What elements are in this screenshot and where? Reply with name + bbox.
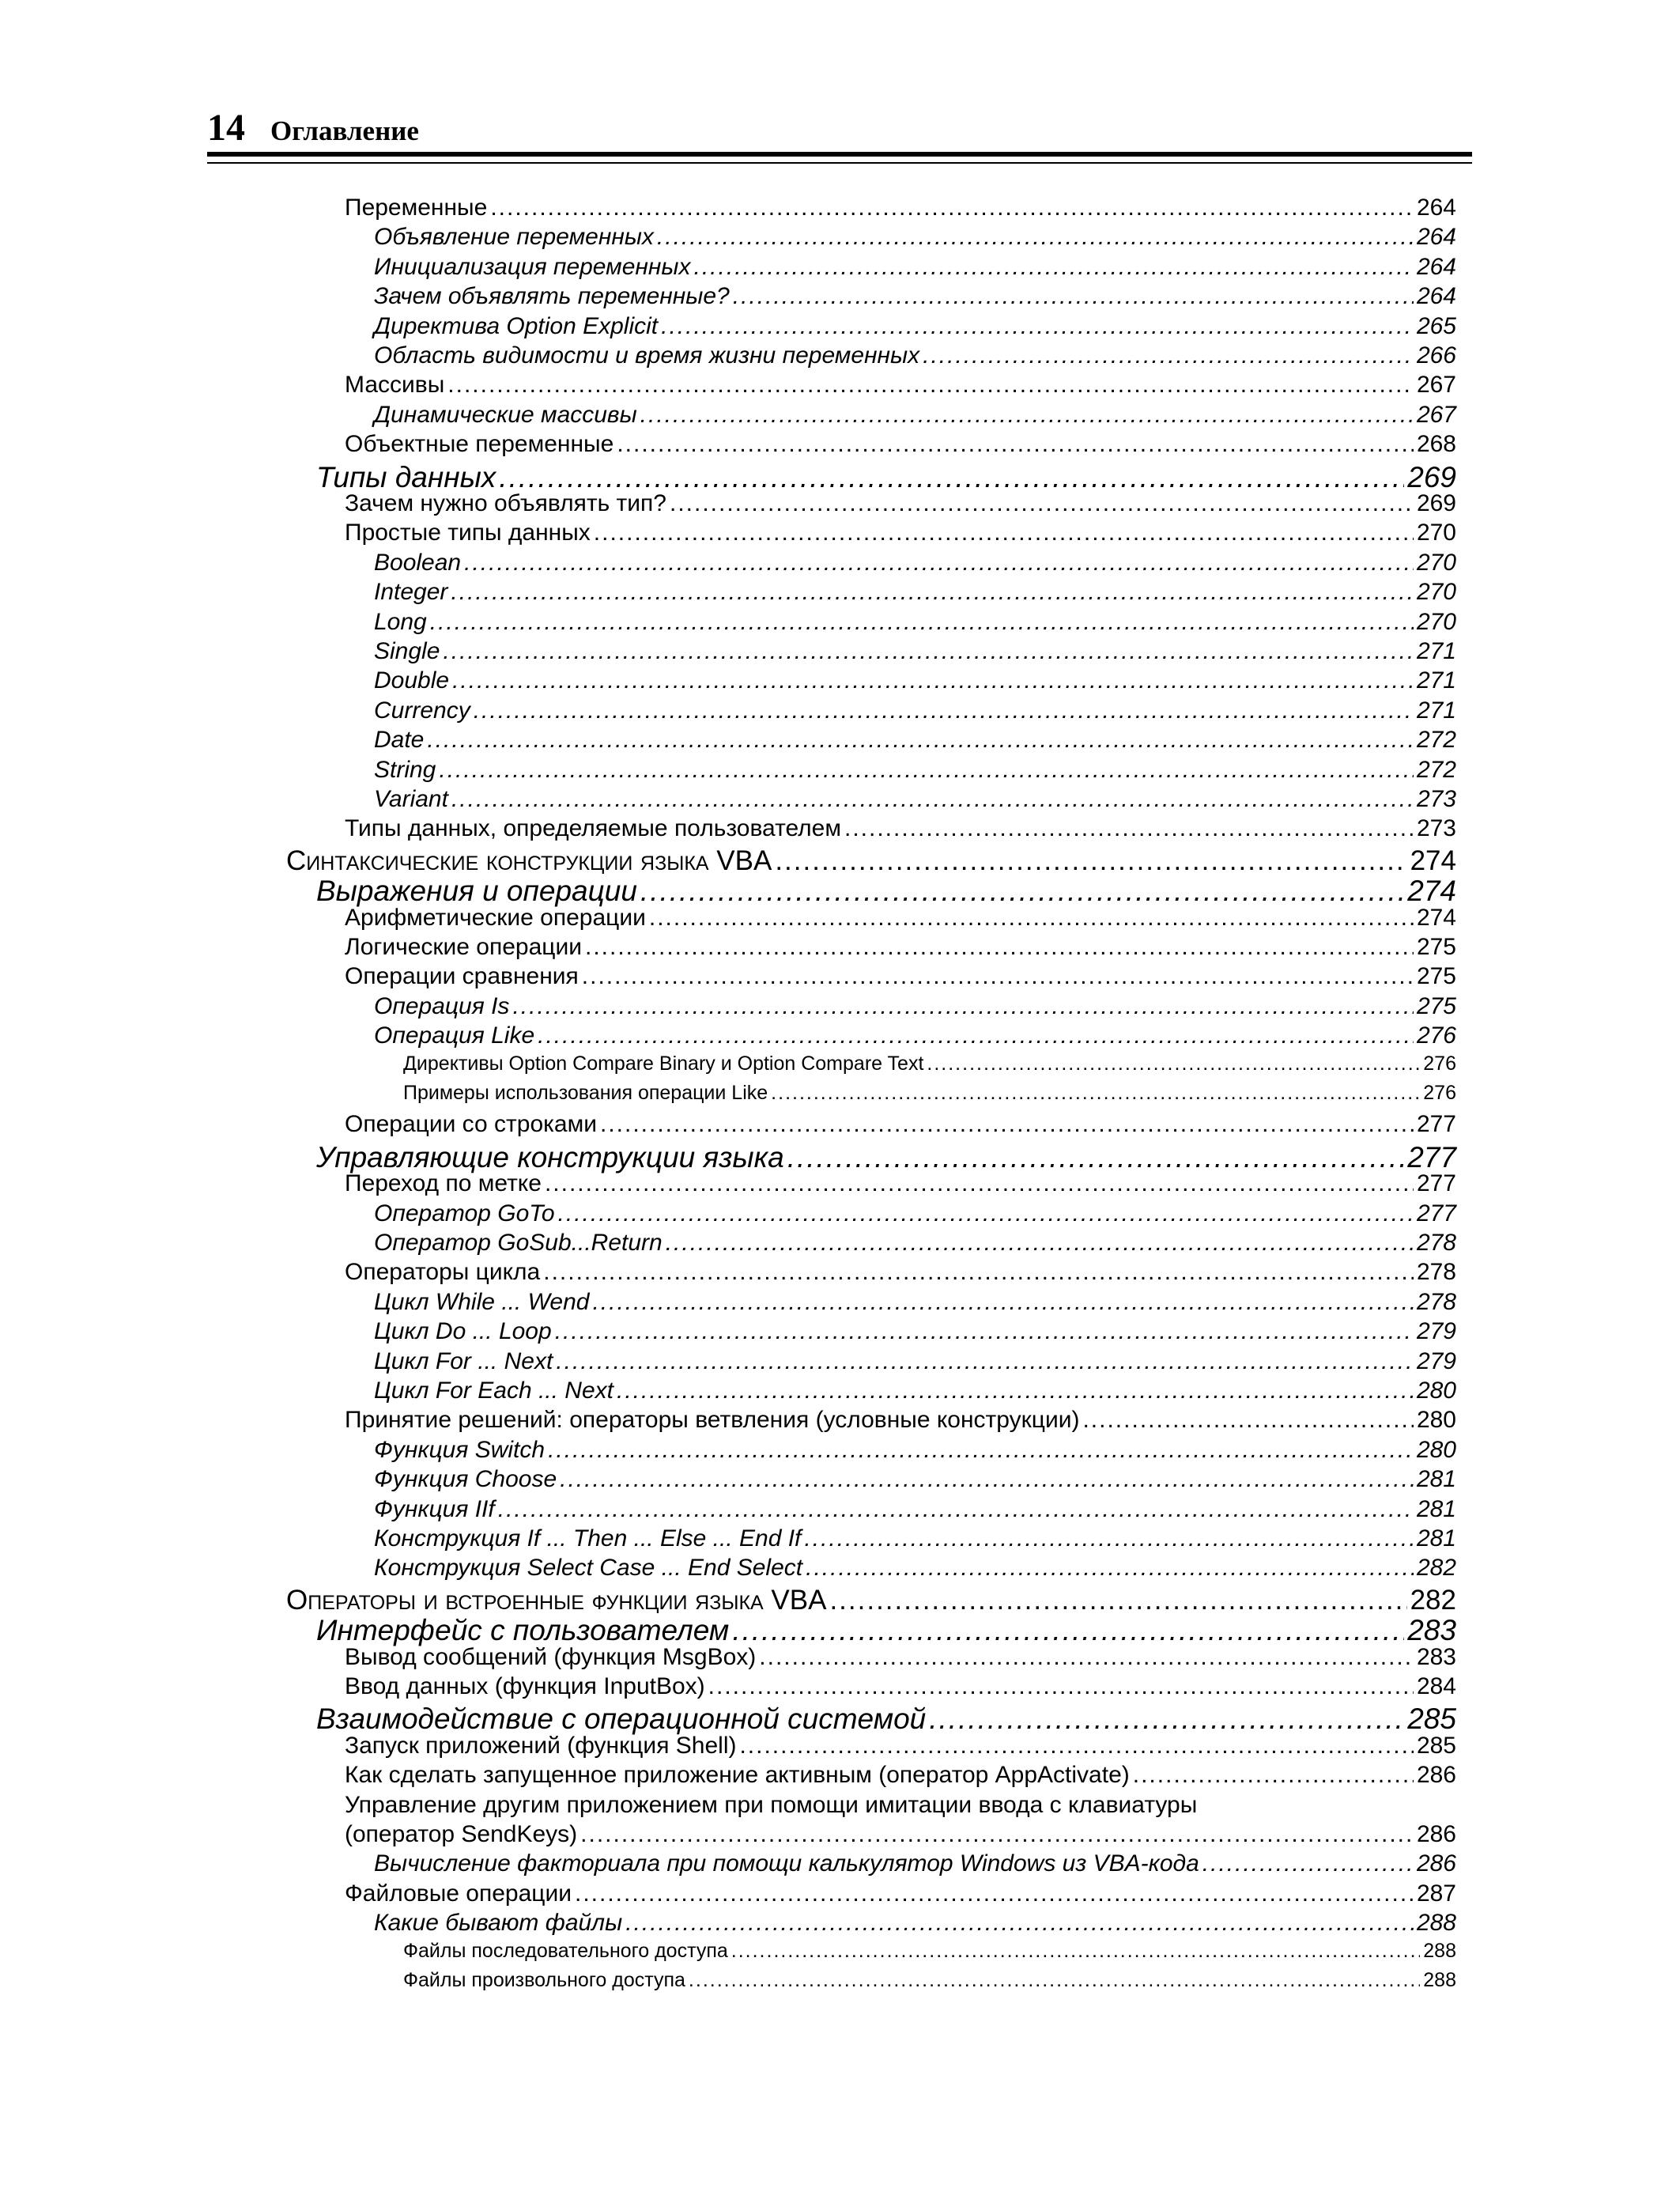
dot-leader xyxy=(733,283,1414,310)
dot-leader xyxy=(498,1496,1414,1523)
header-rule-thick xyxy=(207,152,1472,157)
toc-entry-title: Цикл Do ... Loop xyxy=(374,1318,552,1344)
toc-entry-page: 270 xyxy=(1416,520,1456,546)
toc-entry xyxy=(345,1673,1456,1700)
dot-leader xyxy=(617,431,1414,458)
toc-entry-title: Переход по метке xyxy=(345,1170,542,1196)
toc-entry xyxy=(374,1555,1456,1582)
toc-entry-title: Ввод данных (функция InputBox) xyxy=(345,1673,705,1699)
toc-entry-page: 277 xyxy=(1416,1200,1456,1226)
toc-entry-title: Выражения и операции xyxy=(316,875,637,907)
toc-entry xyxy=(374,1850,1456,1877)
dot-leader xyxy=(594,520,1414,546)
toc-entry xyxy=(374,667,1456,694)
toc-entry xyxy=(374,757,1456,784)
toc-entry-title: Цикл While ... Wend xyxy=(374,1289,590,1315)
page-header xyxy=(207,109,1472,157)
toc-entry-page: 273 xyxy=(1416,786,1456,812)
toc-entry xyxy=(374,638,1456,665)
dot-leader xyxy=(640,875,1404,908)
toc-entry-title: Типы данных, определяемые пользователем xyxy=(345,815,841,841)
toc-entry-title: Операции со строками xyxy=(345,1111,597,1137)
toc-entry xyxy=(345,372,1456,399)
dot-leader xyxy=(617,1378,1414,1404)
toc-entry-page: 281 xyxy=(1416,1496,1456,1522)
toc-entry xyxy=(316,461,1456,494)
toc-entry-page: 280 xyxy=(1416,1407,1456,1433)
toc-entry-page: 280 xyxy=(1416,1437,1456,1463)
toc-entry xyxy=(374,579,1456,606)
toc-entry-title: Операторы цикла xyxy=(345,1259,541,1285)
dot-leader xyxy=(490,195,1414,221)
toc-entry xyxy=(345,963,1456,990)
toc-entry-title: Динамические массивы xyxy=(374,402,637,428)
toc-entry-page: 281 xyxy=(1416,1525,1456,1551)
dot-leader xyxy=(625,1910,1414,1937)
toc-entry-title: Типы данных xyxy=(316,461,496,493)
toc-entry xyxy=(403,1969,1456,1992)
toc-entry-title: Currency xyxy=(374,697,470,724)
toc-entry-page: 284 xyxy=(1416,1673,1456,1699)
dot-leader xyxy=(560,1466,1414,1493)
toc-entry xyxy=(403,1940,1456,1963)
dot-leader xyxy=(775,845,1406,877)
dot-leader xyxy=(732,1614,1404,1647)
dot-leader xyxy=(543,1259,1414,1286)
toc-entry-title: Интерфейс с пользователем xyxy=(316,1614,730,1646)
toc-entry-page: 285 xyxy=(1416,1733,1456,1759)
dot-leader xyxy=(580,1821,1414,1848)
toc-entry-title: Файлы произвольного доступа xyxy=(403,1969,685,1991)
toc-entry xyxy=(374,1437,1456,1464)
toc-entry xyxy=(374,1496,1456,1523)
dot-leader xyxy=(558,1200,1414,1227)
dot-leader xyxy=(670,490,1414,517)
toc-entry-title: Объявление переменных xyxy=(374,224,654,250)
toc-entry-title: Функция Switch xyxy=(374,1437,546,1463)
toc-entry-page: 264 xyxy=(1416,195,1456,221)
toc-entry-page: 269 xyxy=(1416,490,1456,516)
toc-entry xyxy=(374,254,1456,281)
toc-entry xyxy=(374,786,1456,813)
toc-entry-title: Функция IIf xyxy=(374,1496,495,1522)
toc-entry xyxy=(374,1378,1456,1404)
toc-entry-title: Double xyxy=(374,667,450,694)
toc-entry-page: 264 xyxy=(1416,224,1456,250)
toc-entry-page: 288 xyxy=(1416,1910,1456,1936)
toc-entry-title: Инициализация переменных xyxy=(374,254,691,280)
header-rule-thin xyxy=(207,162,1472,164)
toc-entry-title: Синтаксические конструкции языка VBA xyxy=(286,845,772,876)
toc-entry-title: Запуск приложений (функция Shell) xyxy=(345,1733,737,1759)
dot-leader xyxy=(474,697,1414,724)
toc-entry-page: 275 xyxy=(1416,963,1456,989)
toc-entry xyxy=(345,195,1456,221)
toc-entry xyxy=(374,993,1456,1020)
toc-entry-page: 276 xyxy=(1423,1082,1456,1104)
toc-entry-title: Операция Like xyxy=(374,1022,535,1049)
toc-entry-page: 287 xyxy=(1416,1880,1456,1907)
toc-entry-title: Variant xyxy=(374,786,448,812)
toc-entry xyxy=(374,1910,1456,1937)
page-number: 14 xyxy=(207,107,245,149)
toc-entry-page: 281 xyxy=(1416,1466,1456,1492)
toc-entry-title: Файлы последовательного доступа xyxy=(403,1940,728,1962)
toc-entry xyxy=(286,1585,1456,1616)
toc-entry-title: Операторы и встроенные функции языка VBA xyxy=(286,1585,827,1616)
dot-leader xyxy=(582,963,1414,990)
toc-entry-page: 288 xyxy=(1423,1940,1456,1962)
toc-entry-page: 272 xyxy=(1416,757,1456,783)
dot-leader xyxy=(1133,1762,1414,1789)
dot-leader xyxy=(661,313,1414,340)
toc-entry xyxy=(345,1644,1456,1671)
dot-leader xyxy=(787,1141,1405,1174)
dot-leader xyxy=(464,550,1414,576)
toc-entry-title: Принятие решений: операторы ветвления (условные конструкции) xyxy=(345,1407,1080,1433)
toc-entry-page: 264 xyxy=(1416,254,1456,280)
toc-entry-title: Взаимодействие с операционной системой xyxy=(316,1703,927,1735)
toc-entry-title: Массивы xyxy=(345,372,445,398)
toc-entry-page: 282 xyxy=(1416,1555,1456,1581)
dot-leader xyxy=(1082,1407,1413,1434)
toc-entry xyxy=(345,1733,1456,1759)
toc-entry-title: Вычисление факториала при помощи калькулятор Windows из VBA-кода xyxy=(374,1850,1199,1877)
toc-entry xyxy=(286,845,1456,877)
dot-leader xyxy=(640,402,1414,429)
dot-leader xyxy=(923,342,1414,369)
toc-entry-title: Single xyxy=(374,638,440,664)
toc-entry xyxy=(345,934,1456,961)
toc-entry-page: 275 xyxy=(1416,993,1456,1019)
toc-entry xyxy=(374,1289,1456,1316)
dot-leader xyxy=(649,905,1414,932)
dot-leader xyxy=(844,815,1414,842)
toc-entry-title: Область видимости и время жизни переменных xyxy=(374,342,920,368)
dot-leader xyxy=(592,1289,1414,1316)
toc-entry xyxy=(374,1022,1456,1049)
toc-entry-title: Простые типы данных xyxy=(345,520,591,546)
toc-entry-page: 277 xyxy=(1416,1111,1456,1137)
toc-entry-title: Конструкция Select Case ... End Select xyxy=(374,1555,803,1581)
toc-entry-page: 285 xyxy=(1407,1703,1456,1735)
toc-entry xyxy=(345,905,1456,932)
toc-entry-title: Вывод сообщений (функция MsgBox) xyxy=(345,1644,757,1670)
dot-leader xyxy=(447,372,1414,399)
toc-entry xyxy=(316,1141,1456,1174)
toc-entry-page: 266 xyxy=(1416,342,1456,368)
toc-entry-title: Операция Is xyxy=(374,993,510,1019)
dot-leader xyxy=(451,786,1414,813)
toc-entry xyxy=(374,550,1456,576)
toc-entry-title: Директива Option Explicit xyxy=(374,313,659,339)
page-title: Оглавление xyxy=(270,115,419,146)
toc-entry-page: 273 xyxy=(1416,815,1456,841)
toc-entry-title: Переменные xyxy=(345,195,488,221)
toc-entry xyxy=(345,1259,1456,1286)
toc-entry-title: Цикл For ... Next xyxy=(374,1348,553,1374)
toc-entry-page: 272 xyxy=(1416,727,1456,753)
toc-entry-title: Конструкция If ... Then ... Else ... End If xyxy=(374,1525,802,1551)
dot-leader xyxy=(575,1880,1414,1907)
toc-entry-title: Boolean xyxy=(374,550,462,576)
toc-entry-title: Функция Choose xyxy=(374,1466,557,1492)
dot-leader xyxy=(555,1318,1414,1345)
dot-leader xyxy=(427,727,1414,754)
toc-entry-page: 276 xyxy=(1423,1053,1456,1075)
toc-entry-page: 276 xyxy=(1416,1022,1456,1049)
toc-entry-title: Date xyxy=(374,727,425,753)
dot-leader xyxy=(929,1703,1404,1736)
toc-entry xyxy=(374,1200,1456,1227)
dot-leader xyxy=(657,224,1414,251)
toc-entry xyxy=(374,224,1456,251)
toc-entry-page: 264 xyxy=(1416,283,1456,309)
dot-leader xyxy=(499,461,1404,494)
toc-entry-title: Как сделать запущенное приложение активным (оператор AppActivate) xyxy=(345,1762,1130,1788)
toc-entry xyxy=(403,1053,1456,1075)
dot-leader xyxy=(666,1230,1414,1257)
toc-entry-page: 274 xyxy=(1407,875,1456,907)
dot-leader xyxy=(451,579,1414,606)
toc-entry-page: 268 xyxy=(1416,431,1456,457)
dot-leader xyxy=(439,757,1414,784)
toc-entry xyxy=(374,727,1456,754)
toc-entry-title: (оператор SendKeys) xyxy=(345,1821,578,1847)
toc-entry-page: 271 xyxy=(1416,667,1456,694)
toc-entry-title: Зачем объявлять переменные? xyxy=(374,283,730,309)
toc-entry-title: Операции сравнения xyxy=(345,963,579,989)
toc-entry-title: Примеры использования операции Like xyxy=(403,1082,768,1104)
toc-entry-title: Арифметические операции xyxy=(345,905,646,931)
dot-leader xyxy=(538,1022,1414,1049)
dot-leader xyxy=(927,1053,1420,1075)
toc-entry-title: Управляющие конструкции языка xyxy=(316,1141,784,1174)
toc-entry-title: Какие бывают файлы xyxy=(374,1910,623,1936)
dot-leader xyxy=(430,609,1414,636)
dot-leader xyxy=(689,1969,1420,1992)
toc-entry xyxy=(374,697,1456,724)
toc-entry-title: String xyxy=(374,757,436,783)
toc-entry xyxy=(374,1318,1456,1345)
dot-leader xyxy=(1202,1850,1414,1877)
toc-entry-page: 265 xyxy=(1416,313,1456,339)
toc-entry-page: 275 xyxy=(1416,934,1456,960)
toc-entry-title: Директивы Option Compare Binary и Option Compare Text xyxy=(403,1053,924,1075)
toc-entry xyxy=(374,342,1456,369)
toc-entry-page: 279 xyxy=(1416,1348,1456,1374)
toc-entry-title: Файловые операции xyxy=(345,1880,572,1907)
toc-entry xyxy=(374,402,1456,429)
toc-entry-page: 270 xyxy=(1416,579,1456,605)
toc-entry-title: Long xyxy=(374,609,427,635)
toc-entry-page: 278 xyxy=(1416,1289,1456,1315)
toc-entry-page: 286 xyxy=(1416,1821,1456,1847)
toc-entry xyxy=(345,1821,1456,1848)
toc-entry-page: 277 xyxy=(1407,1141,1456,1174)
toc-entry xyxy=(374,1230,1456,1257)
toc-entry-page: 271 xyxy=(1416,697,1456,724)
toc-entry-page: 271 xyxy=(1416,638,1456,664)
toc-entry xyxy=(374,1525,1456,1552)
toc-entry-page: 267 xyxy=(1416,372,1456,398)
toc-entry xyxy=(316,875,1456,908)
toc-entry-page: 274 xyxy=(1416,905,1456,931)
toc-entry-page: 278 xyxy=(1416,1230,1456,1256)
toc-entry-page: 267 xyxy=(1416,402,1456,428)
dot-leader xyxy=(556,1348,1414,1375)
dot-leader xyxy=(585,934,1414,961)
toc-entry xyxy=(345,1792,1197,1819)
dot-leader xyxy=(806,1555,1414,1582)
dot-leader xyxy=(739,1733,1413,1759)
toc-entry xyxy=(345,815,1456,842)
toc-entry-page: 288 xyxy=(1423,1969,1456,1991)
toc-entry-title: Оператор GoSub...Return xyxy=(374,1230,663,1256)
toc-entry-page: 283 xyxy=(1407,1614,1456,1646)
dot-leader xyxy=(829,1585,1406,1616)
toc-entry xyxy=(345,490,1456,517)
dot-leader xyxy=(759,1644,1414,1671)
toc-entry-title: Integer xyxy=(374,579,448,605)
toc-entry-title: Оператор GoTo xyxy=(374,1200,555,1226)
toc-entry-page: 286 xyxy=(1416,1850,1456,1877)
toc-entry-page: 280 xyxy=(1416,1378,1456,1404)
toc-entry-page: 278 xyxy=(1416,1259,1456,1285)
dot-leader xyxy=(548,1437,1414,1464)
dot-leader xyxy=(600,1111,1414,1138)
toc-entry-page: 279 xyxy=(1416,1318,1456,1344)
toc-entry-page: 269 xyxy=(1407,461,1456,493)
toc-entry-page: 270 xyxy=(1416,550,1456,576)
toc-entry xyxy=(345,1407,1456,1434)
toc-entry xyxy=(374,1466,1456,1493)
toc-entry xyxy=(374,609,1456,636)
toc-entry xyxy=(345,1170,1456,1197)
toc-entry-title: Зачем нужно объявлять тип? xyxy=(345,490,666,516)
dot-leader xyxy=(545,1170,1414,1197)
toc-entry-page: 274 xyxy=(1410,845,1456,876)
toc-entry xyxy=(374,283,1456,310)
toc-entry-page: 283 xyxy=(1416,1644,1456,1670)
toc-entry-page: 270 xyxy=(1416,609,1456,635)
dot-leader xyxy=(452,667,1414,694)
toc-entry xyxy=(403,1082,1456,1105)
dot-leader xyxy=(804,1525,1414,1552)
toc-entry xyxy=(345,1880,1456,1907)
toc-entry-title: Цикл For Each ... Next xyxy=(374,1378,613,1404)
toc-entry xyxy=(374,313,1456,340)
dot-leader xyxy=(731,1940,1421,1963)
toc-entry xyxy=(374,1348,1456,1375)
toc-entry xyxy=(345,1762,1456,1789)
toc-entry xyxy=(345,431,1456,458)
toc-entry xyxy=(345,1111,1456,1138)
toc-entry-page: 282 xyxy=(1410,1585,1456,1616)
toc-entry xyxy=(316,1703,1456,1736)
toc-entry-page: 277 xyxy=(1416,1170,1456,1196)
toc-entry-title: Логические операции xyxy=(345,934,582,960)
dot-leader xyxy=(443,638,1414,665)
toc-entry xyxy=(345,520,1456,546)
toc-entry-page: 286 xyxy=(1416,1762,1456,1788)
dot-leader xyxy=(512,993,1414,1020)
toc-entry-title: Управление другим приложением при помощи имитации ввода с клавиатуры xyxy=(345,1792,1198,1818)
dot-leader xyxy=(771,1082,1420,1105)
toc-entry-title: Объектные переменные xyxy=(345,431,614,457)
dot-leader xyxy=(708,1673,1414,1700)
dot-leader xyxy=(694,254,1414,281)
toc-entry xyxy=(316,1614,1456,1647)
